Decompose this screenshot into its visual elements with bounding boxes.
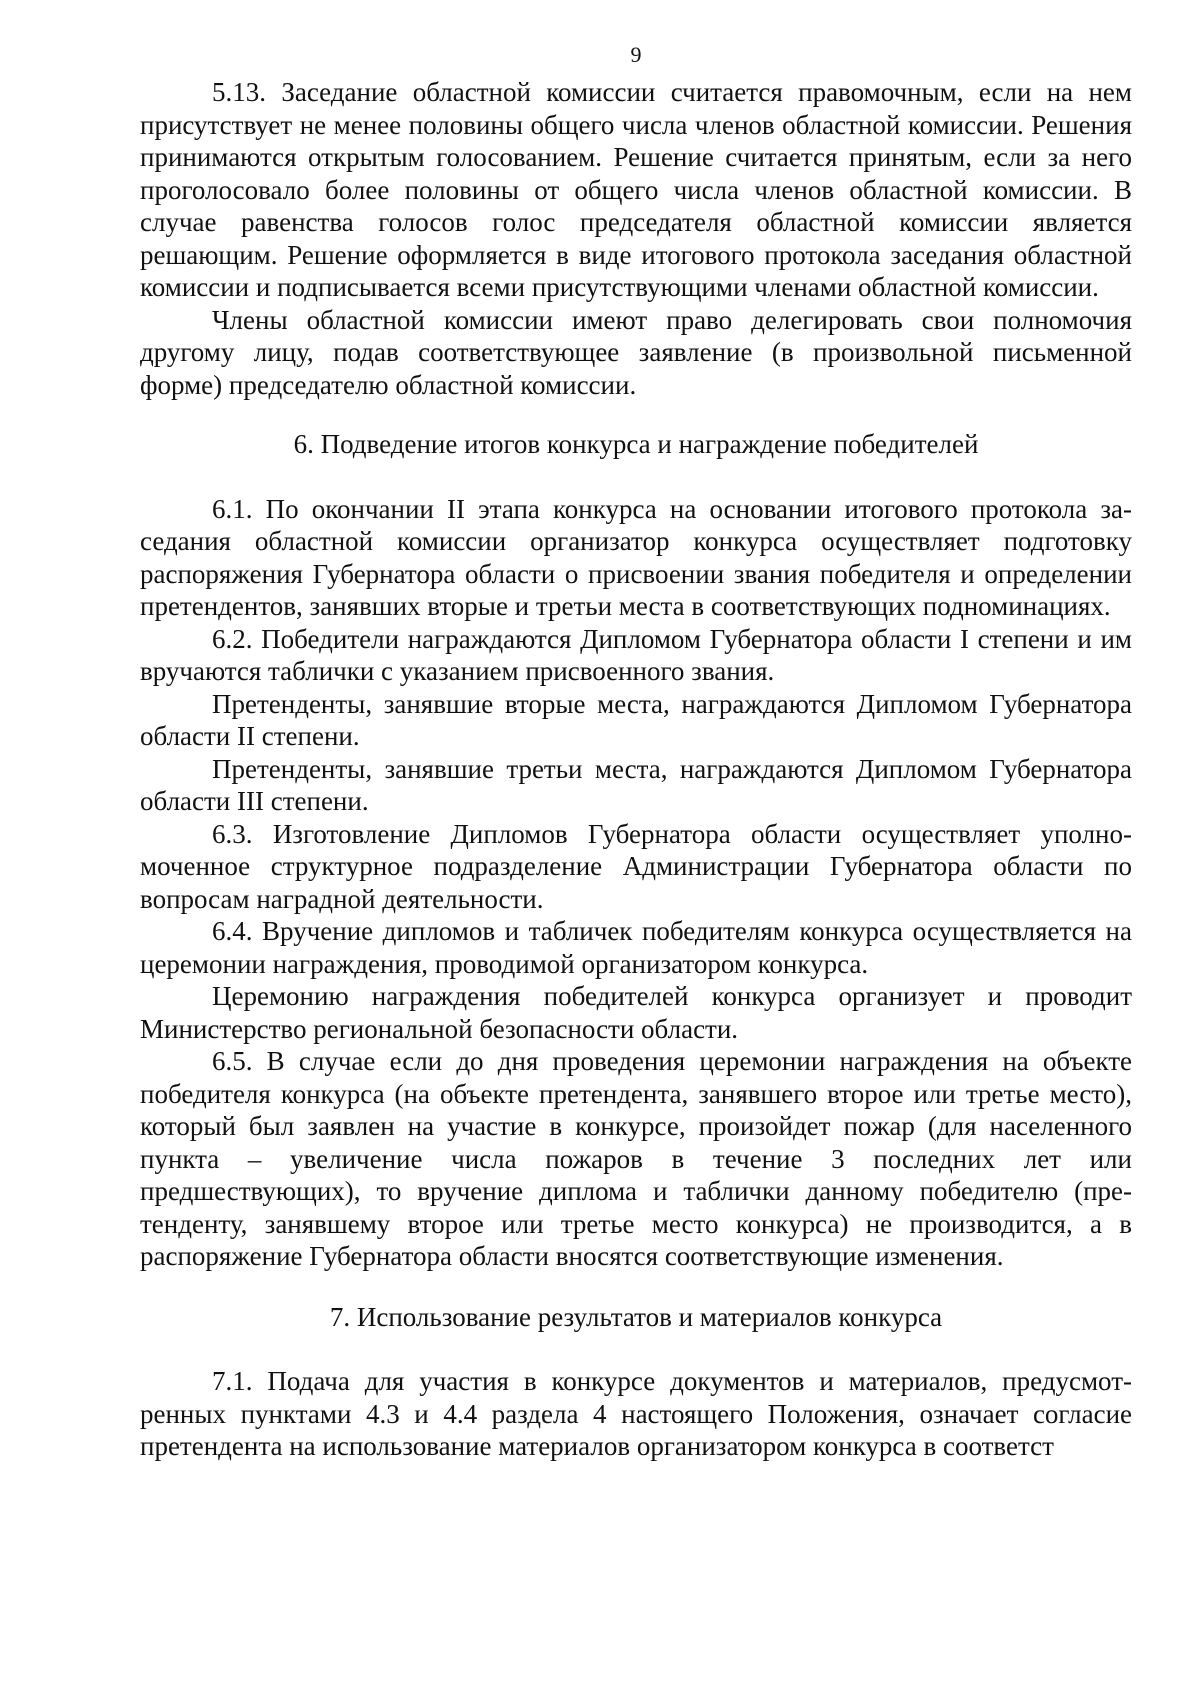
- paragraph-5-13-delegation: Члены областной комиссии имеют право делегировать свои полномочия другому лицу, подав соответствующее заявление (в произвольной письменной форме) председателю областной комиссии.: [140, 304, 1132, 400]
- paragraph-6-5: 6.5. В случае если до дня проведения церемонии награждения на объекте победителя конкурса (на объекте претендента, занявшего второе или третье место), который был заявлен на участие в конкурсе, произойдет пожар (для населенного пункта – увеличение числа пожаров в течение 3 последних лет или предшествующих), то вручение диплома и таблички данному победителю (претенденту, занявшему второе или третье место конкурса) не производится, а в распоряжение Губернатора области вносятся соответствующие изменения.: [140, 1046, 1132, 1271]
- paragraph-6-3: 6.3. Изготовление Дипломов Губернатора области осуществляет уполномоченное структурное подразделение Администрации Губернатора области по вопросам наградной деятельности.: [140, 818, 1132, 914]
- paragraph-6-2-second-places: Претенденты, занявшие вторые места, награждаются Дипломом Губернатора области II степени.: [140, 688, 1132, 751]
- paragraph-5-13: 5.13. Заседание областной комиссии считается правомочным, если на нем присутствует не менее половины общего числа членов областной комиссии. Решения принимаются открытым голосованием. Решение считается принятым, если за него проголосовало более половины от общего числа членов областной комиссии. В случае равенства голосов голос председателя областной комиссии является решающим. Решение оформляется в виде итогового протокола заседания областной комиссии и подписывается всеми присутствующими членами областной комиссии.: [140, 77, 1132, 302]
- paragraph-7-1: 7.1. Подача для участия в конкурсе документов и материалов, предусмотренных пунктами 4.3 и 4.4 раздела 4 настоящего Положения, означает согласие претендента на использование материалов организатором конкурса в соответст: [140, 1366, 1132, 1461]
- document-page: [140, 40, 1132, 1463]
- section-7-heading: 7. Использование результатов и материалов конкурса: [329, 1301, 943, 1332]
- paragraph-6-4: 6.4. Вручение дипломов и табличек победителям конкурса осуществляется на церемонии награждения, проводимой организатором конкурса.: [140, 916, 1132, 979]
- paragraph-6-1: 6.1. По окончании II этапа конкурса на основании итогового протокола заседания областной комиссии организатор конкурса осуществляет подготовку распоряжения Губернатора области о присвоении звания победителя и определении претендентов, занявших вторые и третьи места в соответствующих подноминациях.: [140, 493, 1132, 621]
- paragraph-6-2-third-places: Претенденты, занявшие третьи места, награждаются Дипломом Губернатора области III степени.: [140, 753, 1132, 816]
- section-6-heading: 6. Подведение итогов конкурса и награждение победителей: [293, 429, 979, 459]
- paragraph-6-2: 6.2. Победители награждаются Дипломом Губернатора области I степени и им вручаются таблички с указанием присвоенного звания.: [140, 623, 1132, 686]
- page-number: 9: [630, 42, 642, 67]
- paragraph-6-4-ceremony: Церемонию награждения победителей конкурса организует и проводит Министерство региональной безопасности области.: [140, 981, 1132, 1044]
